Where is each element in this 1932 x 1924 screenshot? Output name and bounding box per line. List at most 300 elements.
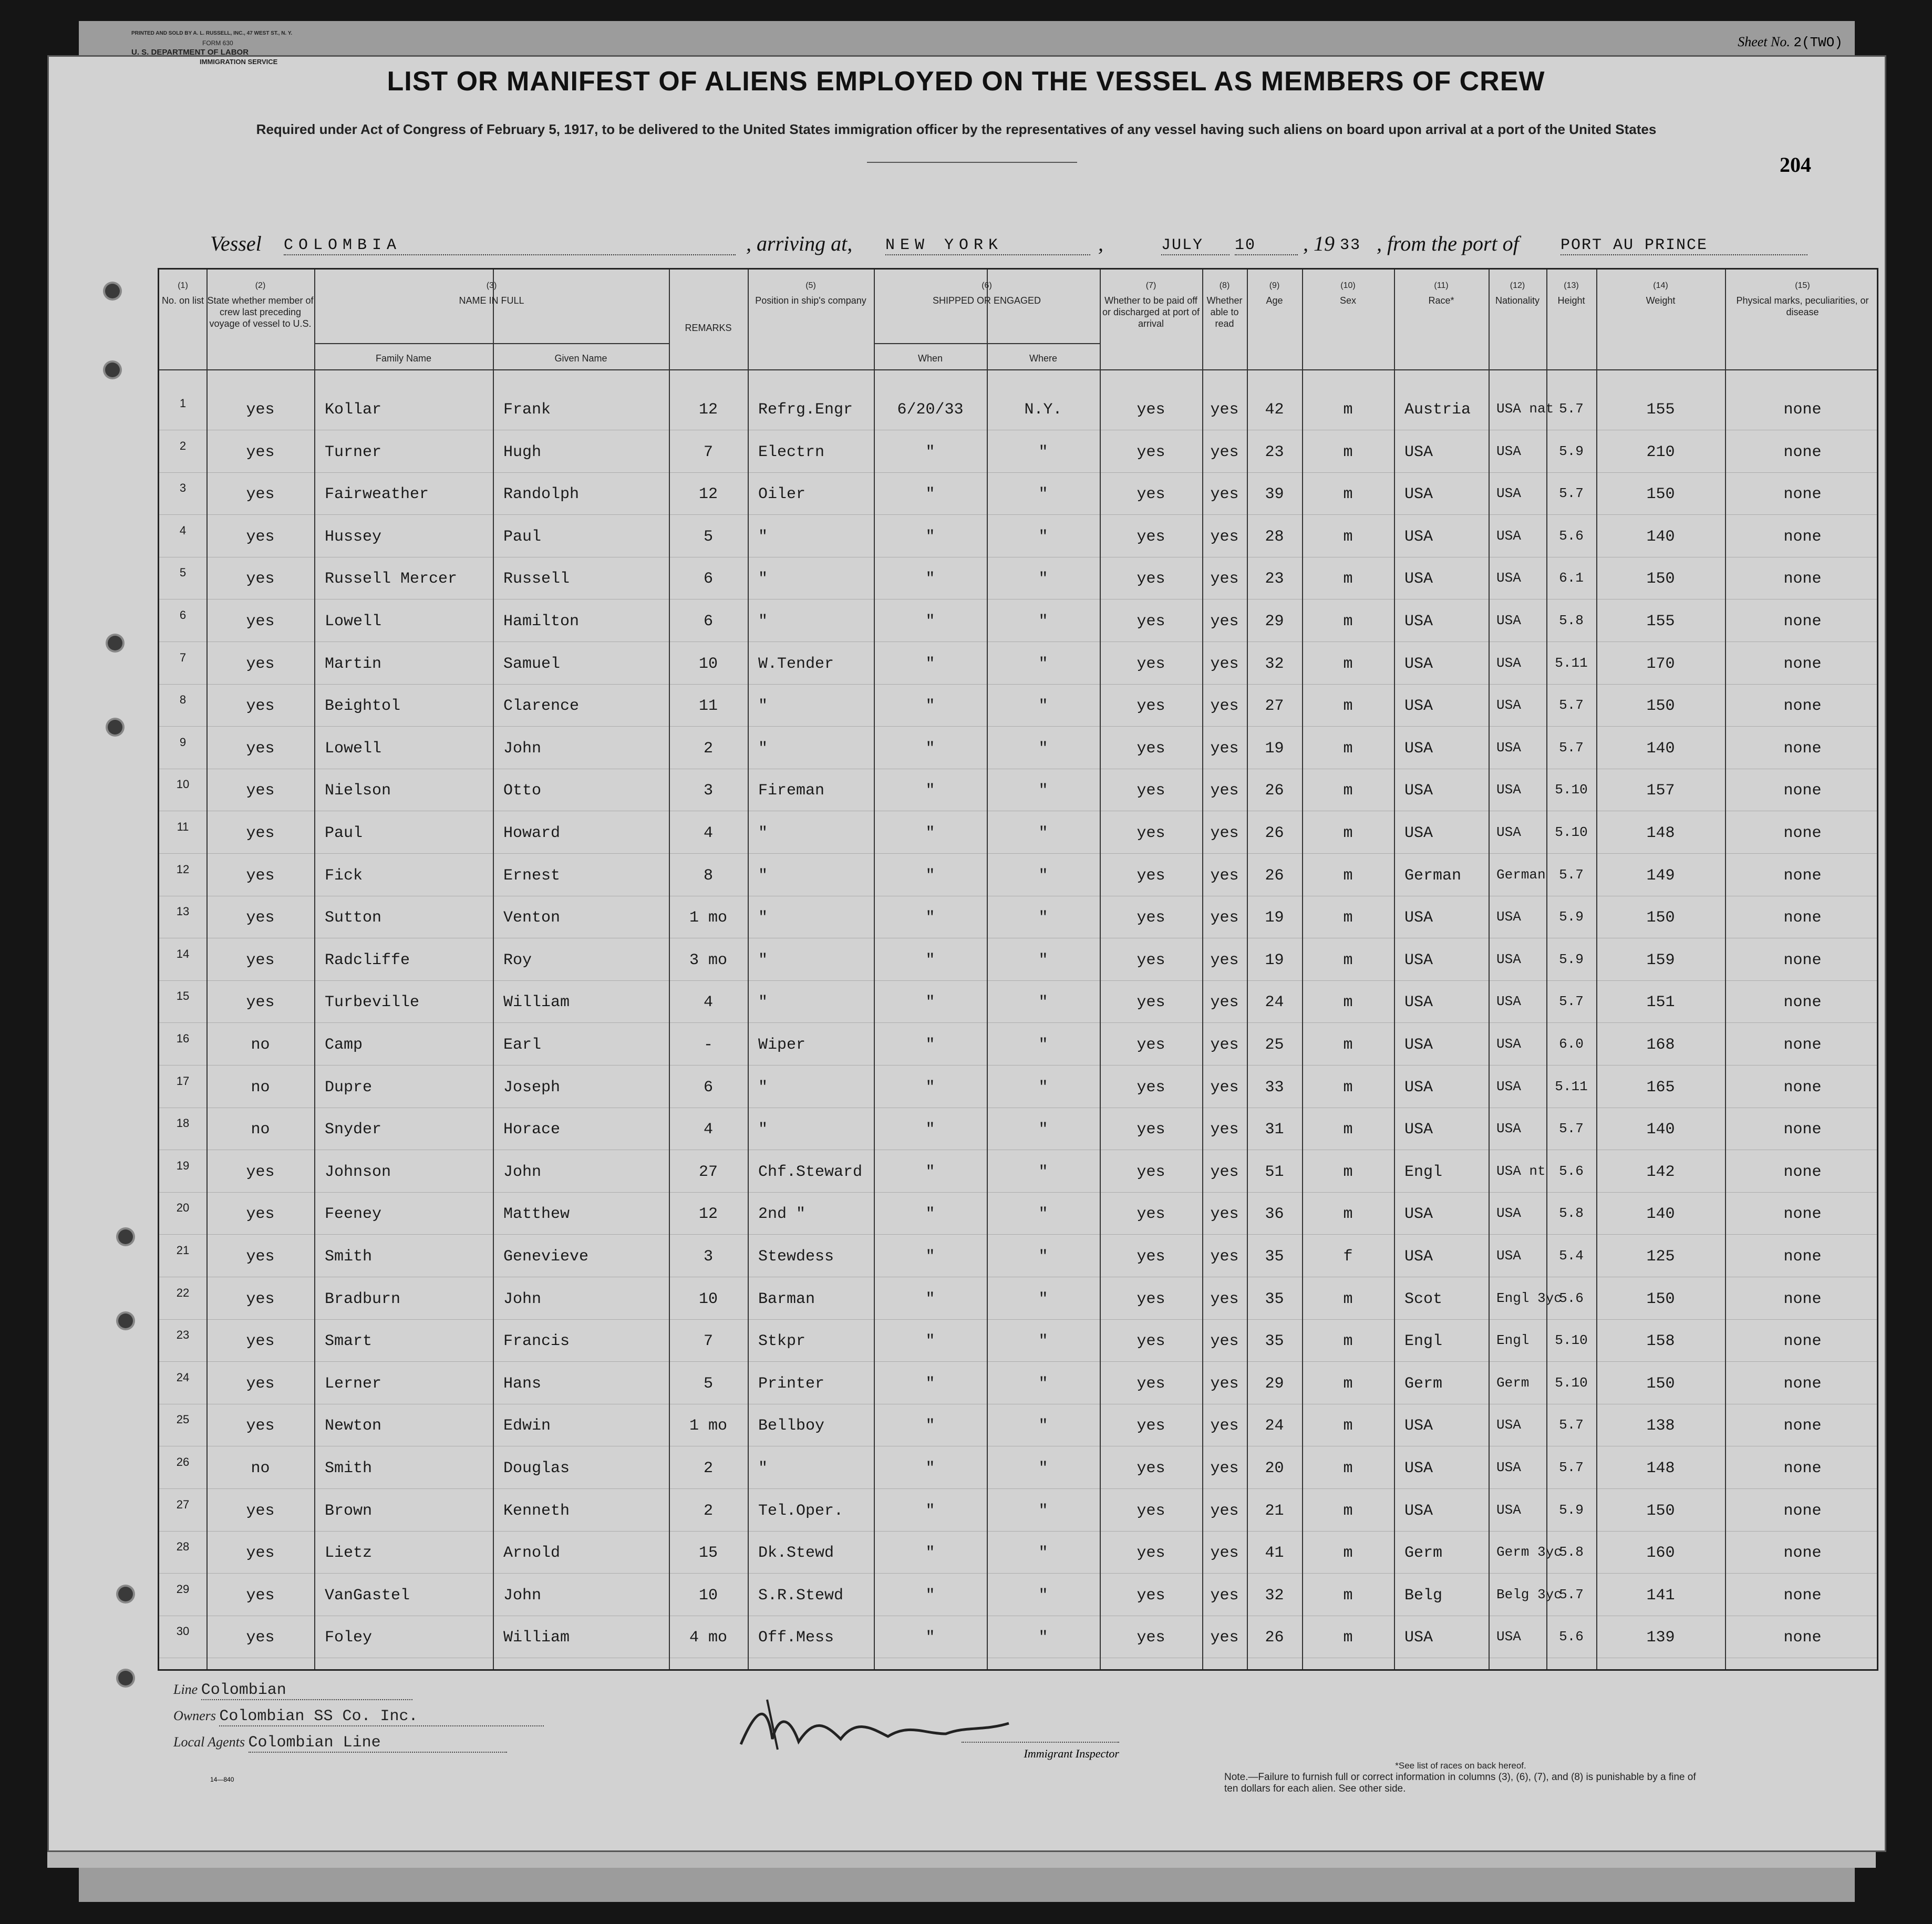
header-divider — [159, 369, 1877, 370]
binding-hole — [105, 363, 120, 377]
cell-where: " — [1038, 866, 1048, 885]
cell-weight: 148 — [1646, 824, 1675, 842]
table-row — [159, 1074, 1877, 1121]
cell-when: " — [925, 1629, 935, 1647]
cell-service: 1 mo — [689, 909, 727, 927]
sheet-value: 2(TWO) — [1793, 35, 1843, 50]
cell-where: " — [1038, 909, 1048, 927]
row-rule — [159, 684, 1877, 685]
cell-family: Johnson — [325, 1163, 391, 1181]
cell-family: Nielson — [325, 782, 391, 800]
cell-position: " — [758, 951, 768, 969]
cell-age: 23 — [1265, 570, 1284, 588]
cell-sex: m — [1343, 1290, 1353, 1308]
cell-given: Roy — [503, 951, 532, 969]
cell-where: " — [1038, 782, 1048, 800]
cell-age: 42 — [1265, 401, 1284, 419]
cell-where: N.Y. — [1024, 401, 1062, 419]
cell-family: Russell Mercer — [325, 570, 458, 588]
cell-family: Beightol — [325, 697, 401, 716]
cell-nationality: USA — [1496, 1502, 1521, 1518]
cell-where: " — [1038, 1460, 1048, 1477]
cell-service: 4 — [703, 1121, 713, 1139]
cell-read: yes — [1210, 909, 1239, 927]
cell-sex: m — [1343, 1121, 1353, 1139]
column-header — [1725, 280, 1880, 318]
cell-marks: none — [1783, 994, 1822, 1012]
department: U. S. DEPARTMENT OF LABOR — [131, 48, 249, 57]
cell-paid: yes — [1137, 951, 1165, 969]
table-row — [159, 1032, 1877, 1078]
cell-where: " — [1038, 1629, 1048, 1647]
cell-family: Turbeville — [325, 994, 420, 1012]
cell-sex: m — [1343, 443, 1353, 461]
cell-given: John — [503, 1163, 542, 1181]
cell-read: yes — [1210, 1374, 1239, 1393]
cell-where: " — [1038, 951, 1048, 969]
shipped-subheader-divider — [874, 343, 1100, 344]
cell-service: 8 — [703, 866, 713, 885]
cell-prev: yes — [246, 994, 275, 1012]
cell-where: " — [1038, 443, 1048, 461]
cell-prev: yes — [246, 697, 275, 716]
cell-position: " — [758, 739, 768, 758]
column-number: (10) — [1340, 281, 1356, 290]
cell-nationality: USA — [1496, 782, 1521, 798]
cell-age: 32 — [1265, 1586, 1284, 1605]
cell-sex: m — [1343, 1374, 1353, 1393]
cell-where: " — [1038, 1332, 1048, 1351]
cell-paid: yes — [1137, 697, 1165, 716]
footer-agents-row — [173, 1734, 544, 1760]
cell-family: Snyder — [325, 1121, 382, 1139]
cell-weight: 140 — [1646, 1121, 1675, 1139]
cell-no: 12 — [176, 862, 190, 876]
cell-position: Electrn — [758, 443, 825, 461]
cell-given: Earl — [503, 1036, 542, 1054]
cell-weight: 140 — [1646, 1205, 1675, 1224]
cell-read: yes — [1210, 1248, 1239, 1266]
column-label: SHIPPED OR ENGAGED — [932, 295, 1041, 306]
table-row — [159, 397, 1877, 443]
year-prefix: , 19 — [1303, 232, 1335, 255]
cell-age: 51 — [1265, 1163, 1284, 1181]
cell-family: Feeney — [325, 1205, 382, 1224]
cell-marks: none — [1783, 1460, 1822, 1477]
cell-paid: yes — [1137, 1078, 1165, 1097]
cell-nationality: USA — [1496, 824, 1521, 840]
cell-nationality: USA — [1496, 1078, 1521, 1094]
cell-sex: m — [1343, 951, 1353, 969]
cell-prev: yes — [246, 1248, 275, 1266]
cell-race: Germ — [1404, 1374, 1443, 1393]
binding-hole — [118, 1587, 133, 1601]
cell-when: " — [925, 1417, 935, 1435]
cell-age: 23 — [1265, 443, 1284, 461]
cell-given: Randolph — [503, 485, 580, 504]
line-label: Line — [173, 1682, 198, 1697]
cell-no: 10 — [176, 778, 190, 791]
cell-when: " — [925, 570, 935, 588]
where-header: Where — [1029, 353, 1057, 364]
cell-family: Fairweather — [325, 485, 429, 504]
cell-family: Smith — [325, 1460, 373, 1477]
footer-info — [173, 1681, 544, 1760]
cell-weight: 148 — [1646, 1460, 1675, 1477]
cell-service: 2 — [703, 739, 713, 758]
cell-prev: yes — [246, 527, 275, 546]
cell-where: " — [1038, 1417, 1048, 1435]
cell-read: yes — [1210, 1078, 1239, 1097]
cell-marks: none — [1783, 1036, 1822, 1054]
cell-height: 5.9 — [1559, 1502, 1584, 1518]
cell-family: Radcliffe — [325, 951, 410, 969]
cell-service: 10 — [698, 1290, 718, 1308]
cell-prev: yes — [246, 909, 275, 927]
cell-given: Arnold — [503, 1544, 561, 1563]
sheet-edge — [47, 1852, 1876, 1868]
row-rule — [159, 853, 1877, 854]
cell-nationality: USA — [1496, 951, 1521, 967]
cell-prev: yes — [246, 443, 275, 461]
cell-marks: none — [1783, 443, 1822, 461]
cell-prev: yes — [246, 485, 275, 504]
cell-read: yes — [1210, 782, 1239, 800]
cell-service: - — [703, 1036, 713, 1054]
cell-given: Paul — [503, 527, 542, 546]
cell-read: yes — [1210, 1036, 1239, 1054]
cell-given: Samuel — [503, 655, 561, 673]
cell-read: yes — [1210, 570, 1239, 588]
cell-marks: none — [1783, 1332, 1822, 1351]
cell-given: Hugh — [503, 443, 542, 461]
cell-marks: none — [1783, 655, 1822, 673]
agents-label: Local Agents — [173, 1734, 245, 1750]
row-rule — [159, 472, 1877, 473]
cell-height: 5.7 — [1559, 994, 1584, 1010]
cell-service: 5 — [703, 1374, 713, 1393]
cell-when: 6/20/33 — [897, 401, 964, 419]
cell-marks: none — [1783, 951, 1822, 969]
cell-nationality: USA nat — [1496, 401, 1554, 417]
cell-no: 7 — [179, 650, 187, 664]
cell-no: 4 — [179, 523, 187, 537]
binding-hole — [118, 1313, 133, 1328]
cell-prev: yes — [246, 1205, 275, 1224]
cell-when: " — [925, 1121, 935, 1139]
cell-family: Dupre — [325, 1078, 373, 1097]
column-header — [1247, 280, 1302, 306]
cell-prev: yes — [246, 824, 275, 842]
when-header: When — [917, 353, 943, 364]
row-rule — [159, 980, 1877, 981]
column-label: Whether able to read — [1206, 295, 1243, 329]
cell-marks: none — [1783, 782, 1822, 800]
cell-position: " — [758, 909, 768, 927]
cell-height: 5.8 — [1559, 1544, 1584, 1560]
cell-where: " — [1038, 655, 1048, 673]
cell-family: Sutton — [325, 909, 382, 927]
cell-marks: none — [1783, 866, 1822, 885]
cell-marks: none — [1783, 1248, 1822, 1266]
cell-sex: m — [1343, 1502, 1353, 1520]
cell-sex: m — [1343, 739, 1353, 758]
cell-where: " — [1038, 485, 1048, 504]
cell-family: Newton — [325, 1417, 382, 1435]
cell-service: 10 — [698, 655, 718, 673]
column-number: (15) — [1795, 281, 1810, 290]
cell-age: 21 — [1265, 1502, 1284, 1520]
cell-prev: yes — [246, 655, 275, 673]
cell-height: 5.10 — [1555, 1374, 1588, 1391]
cell-nationality: USA — [1496, 1460, 1521, 1475]
cell-age: 41 — [1265, 1544, 1284, 1563]
cell-where: " — [1038, 739, 1048, 758]
form-code: 14—840 — [210, 1776, 234, 1783]
cell-position: " — [758, 1121, 768, 1139]
cell-when: " — [925, 739, 935, 758]
cell-marks: none — [1783, 1205, 1822, 1224]
cell-age: 19 — [1265, 909, 1284, 927]
cell-height: 5.7 — [1559, 1417, 1584, 1433]
cell-position: " — [758, 1078, 768, 1097]
service: IMMIGRATION SERVICE — [200, 58, 278, 66]
cell-prev: yes — [246, 1374, 275, 1393]
cell-prev: yes — [246, 401, 275, 419]
printer-line: PRINTED AND SOLD BY A. L. RUSSELL, INC., 47 WEST ST., N. Y. — [131, 30, 293, 36]
cell-height: 5.10 — [1555, 1332, 1588, 1349]
cell-race: USA — [1404, 1078, 1433, 1097]
cell-where: " — [1038, 527, 1048, 546]
cell-paid: yes — [1137, 994, 1165, 1012]
given-name-header: Given Name — [554, 353, 607, 364]
cell-sex: m — [1343, 824, 1353, 842]
row-rule — [159, 1192, 1877, 1193]
cell-family: Bradburn — [325, 1290, 401, 1308]
cell-age: 19 — [1265, 951, 1284, 969]
cell-height: 5.11 — [1555, 1078, 1588, 1094]
cell-sex: m — [1343, 527, 1353, 546]
cell-marks: none — [1783, 1586, 1822, 1605]
cell-given: Ernest — [503, 866, 561, 885]
cell-service: 6 — [703, 613, 713, 630]
column-label: Age — [1266, 295, 1283, 306]
cell-where: " — [1038, 570, 1048, 588]
cell-race: USA — [1404, 951, 1433, 969]
cell-paid: yes — [1137, 782, 1165, 800]
cell-height: 5.7 — [1559, 1586, 1584, 1602]
cell-when: " — [925, 655, 935, 673]
table-row — [159, 1370, 1877, 1417]
cell-marks: none — [1783, 1502, 1822, 1520]
cell-when: " — [925, 1290, 935, 1308]
cell-paid: yes — [1137, 570, 1165, 588]
cell-given: Venton — [503, 909, 561, 927]
cell-prev: yes — [246, 1502, 275, 1520]
cell-race: USA — [1404, 909, 1433, 927]
cell-family: Camp — [325, 1036, 363, 1054]
cell-paid: yes — [1137, 1248, 1165, 1266]
cell-height: 5.7 — [1559, 739, 1584, 756]
cell-age: 26 — [1265, 824, 1284, 842]
cell-paid: yes — [1137, 443, 1165, 461]
cell-read: yes — [1210, 697, 1239, 716]
cell-position: Off.Mess — [758, 1629, 834, 1647]
cell-when: " — [925, 951, 935, 969]
cell-read: yes — [1210, 1544, 1239, 1563]
cell-position: Stkpr — [758, 1332, 806, 1351]
cell-race: Scot — [1404, 1290, 1443, 1308]
cell-nationality: USA — [1496, 485, 1521, 502]
cell-read: yes — [1210, 1121, 1239, 1139]
cell-read: yes — [1210, 1460, 1239, 1477]
cell-paid: yes — [1137, 824, 1165, 842]
table-row — [159, 1328, 1877, 1374]
cell-sex: m — [1343, 655, 1353, 673]
cell-when: " — [925, 1586, 935, 1605]
table-row — [159, 1625, 1877, 1671]
cell-age: 27 — [1265, 697, 1284, 716]
cell-family: Foley — [325, 1629, 373, 1647]
cell-paid: yes — [1137, 739, 1165, 758]
table-row — [159, 989, 1877, 1036]
cell-no: 16 — [176, 1032, 190, 1045]
cell-race: Belg — [1404, 1586, 1443, 1605]
cell-family: Lowell — [325, 739, 382, 758]
arriving-port: NEW YORK — [885, 236, 1090, 255]
cell-given: Kenneth — [503, 1502, 570, 1520]
cell-when: " — [925, 443, 935, 461]
cell-service: 4 mo — [689, 1629, 727, 1647]
cell-sex: m — [1343, 613, 1353, 630]
cell-age: 35 — [1265, 1248, 1284, 1266]
cell-marks: none — [1783, 613, 1822, 630]
cell-age: 36 — [1265, 1205, 1284, 1224]
table-row — [159, 735, 1877, 782]
cell-position: " — [758, 1460, 768, 1477]
form-number: FORM 630 — [202, 39, 233, 47]
row-rule — [159, 514, 1877, 515]
row-rule — [159, 1573, 1877, 1574]
cell-position: Wiper — [758, 1036, 806, 1054]
cell-service: 7 — [703, 1332, 713, 1351]
cell-no: 11 — [177, 820, 189, 833]
cell-position: Stewdess — [758, 1248, 834, 1266]
family-name-header: Family Name — [375, 353, 431, 364]
cell-height: 5.9 — [1559, 909, 1584, 925]
column-header — [206, 280, 314, 329]
cell-no: 6 — [179, 608, 187, 622]
cell-race: USA — [1404, 570, 1433, 588]
cell-age: 33 — [1265, 1078, 1284, 1097]
cell-paid: yes — [1137, 866, 1165, 885]
cell-height: 5.6 — [1559, 1629, 1584, 1645]
cell-race: USA — [1404, 824, 1433, 842]
cell-service: 12 — [698, 485, 718, 504]
cell-height: 5.7 — [1559, 697, 1584, 713]
cell-sex: m — [1343, 866, 1353, 885]
table-row — [159, 820, 1877, 866]
cell-prev: yes — [246, 951, 275, 969]
sheet-number — [1738, 34, 1843, 50]
cell-no: 5 — [179, 566, 187, 580]
cell-sex: m — [1343, 1544, 1353, 1563]
from-port: PORT AU PRINCE — [1561, 236, 1807, 255]
cell-no: 21 — [176, 1244, 190, 1257]
cell-where: " — [1038, 994, 1048, 1012]
cell-marks: none — [1783, 1290, 1822, 1308]
column-number: (7) — [1145, 281, 1156, 290]
row-rule — [159, 1531, 1877, 1532]
cell-family: Lerner — [325, 1374, 382, 1393]
vessel-label: Vessel — [210, 232, 262, 255]
column-number: (1) — [178, 281, 188, 290]
cell-nationality: USA — [1496, 1248, 1521, 1264]
cell-service: 11 — [698, 697, 718, 716]
cell-height: 5.9 — [1559, 443, 1584, 459]
cell-prev: yes — [246, 739, 275, 758]
cell-no: 24 — [176, 1370, 190, 1384]
cell-weight: 150 — [1646, 909, 1675, 927]
column-label: Whether to be paid off or discharged at port of arrival — [1102, 295, 1200, 329]
cell-height: 5.7 — [1559, 1460, 1584, 1475]
cell-family: Fick — [325, 866, 363, 885]
cell-paid: yes — [1137, 1121, 1165, 1139]
cell-when: " — [925, 994, 935, 1012]
cell-given: Hans — [503, 1374, 542, 1393]
cell-height: 5.11 — [1555, 655, 1588, 671]
cell-height: 5.10 — [1555, 782, 1588, 798]
cell-paid: yes — [1137, 1460, 1165, 1477]
column-label: Race* — [1428, 295, 1454, 306]
cell-where: " — [1038, 1374, 1048, 1393]
cell-when: " — [925, 1248, 935, 1266]
cell-given: Hamilton — [503, 613, 580, 630]
cell-service: 12 — [698, 1205, 718, 1224]
column-label: NAME IN FULL — [459, 295, 524, 306]
cell-where: " — [1038, 1290, 1048, 1308]
cell-weight: 149 — [1646, 866, 1675, 885]
cell-nationality: USA — [1496, 1629, 1521, 1645]
row-rule — [159, 1361, 1877, 1362]
cell-prev: no — [251, 1036, 270, 1054]
cell-weight: 125 — [1646, 1248, 1675, 1266]
cell-race: Germ — [1404, 1544, 1443, 1563]
cell-weight: 157 — [1646, 782, 1675, 800]
cell-prev: yes — [246, 1629, 275, 1647]
column-header — [1100, 280, 1202, 329]
cell-age: 29 — [1265, 613, 1284, 630]
cell-marks: none — [1783, 1163, 1822, 1181]
table-row — [159, 947, 1877, 994]
cell-paid: yes — [1137, 1290, 1165, 1308]
cell-race: USA — [1404, 527, 1433, 546]
cell-position: Tel.Oper. — [758, 1502, 844, 1520]
cell-service: 5 — [703, 527, 713, 546]
cell-given: Douglas — [503, 1460, 570, 1477]
cell-where: " — [1038, 1502, 1048, 1520]
cell-no: 17 — [176, 1074, 190, 1088]
cell-no: 1 — [179, 397, 187, 410]
arriving-label: , arriving at, — [746, 232, 853, 255]
cell-height: 5.6 — [1559, 1163, 1584, 1179]
cell-given: Matthew — [503, 1205, 570, 1224]
cell-when: " — [925, 824, 935, 842]
table-row — [159, 523, 1877, 570]
cell-no: 26 — [176, 1455, 190, 1468]
column-label: State whether member of crew last preceding voyage of vessel to U.S. — [207, 295, 314, 329]
cell-weight: 150 — [1646, 1374, 1675, 1393]
